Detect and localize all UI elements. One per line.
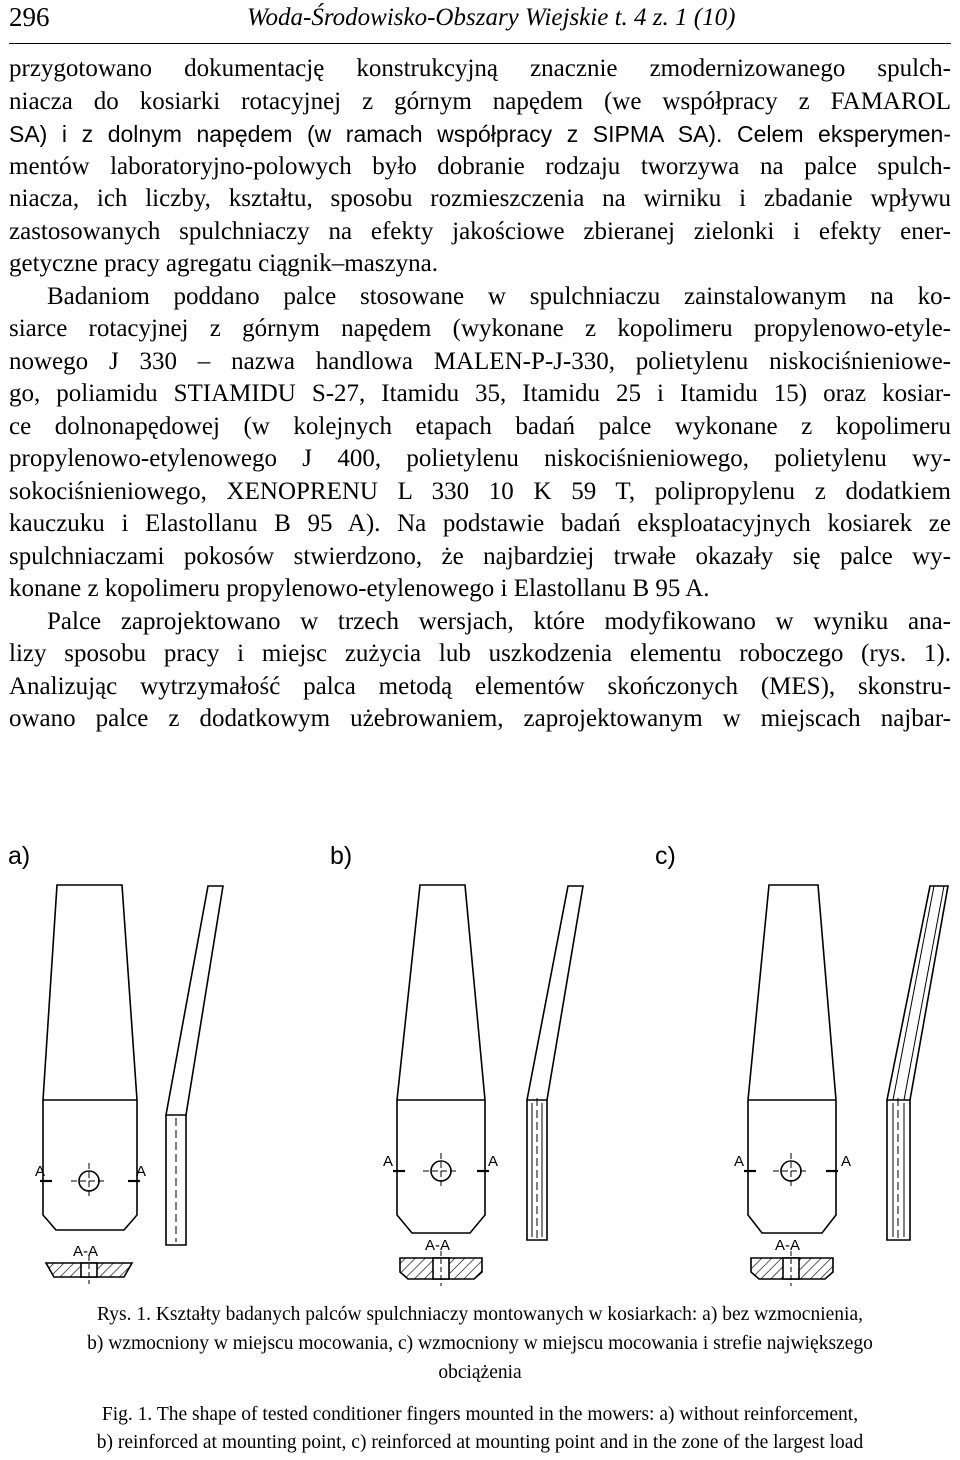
text-line: SA) i z dolnym napędem (w ramach współpracy z SIPMA SA). Celem eksperymen- xyxy=(9,121,951,147)
panel-label-a: a) xyxy=(8,842,31,870)
caption-pl-line-1: Rys. 1. Kształty badanych palców spulchniaczy montowanych w kosiarkach: a) bez wzmocnienia, xyxy=(97,1304,863,1325)
caption-en-line-1: Fig. 1. The shape of tested conditioner fingers mounted in the mowers: a) without reinforcement, xyxy=(101,1404,859,1425)
text-line: niacza do kosiarki rotacyjnej z górnym napędem (we współpracy z FAMAROL xyxy=(9,87,951,115)
text-line: lizy sposobu pracy i miejsc zużycia lub uszkodzenia elementu roboczego (rys. 1). xyxy=(9,640,951,667)
text-line: Palce zaprojektowano w trzech wersjach, które modyfikowano w wyniku ana- xyxy=(47,607,951,635)
text-line: Analizując wytrzymałość palca metodą elementów skończonych (MES), skonstru- xyxy=(9,672,951,700)
text-line: ce dolnonapędowej (w kolejnych etapach badań palce wykonane z kopolimeru xyxy=(9,412,951,440)
text-line: konane z kopolimeru propylenowo-etylenowego i Elastollanu B 95 A. xyxy=(9,575,710,602)
finger-front-view-a xyxy=(40,885,140,1230)
caption-pl-line-2: b) wzmocniony w miejscu mocowania, c) wzmocniony w miejscu mocowania i strefie największego xyxy=(87,1333,873,1354)
section-mark-c-right: A xyxy=(841,1153,852,1170)
section-mark-b-left: A xyxy=(383,1153,394,1170)
text-line: go, poliamidu STIAMIDU S-27, Itamidu 35, Itamidu 25 i Itamidu 15) oraz kosiar- xyxy=(9,380,951,407)
text-line: niacza, ich liczby, kształtu, sposobu rozmieszczenia na wirniku i zbadanie wpływu xyxy=(9,185,951,212)
finger-side-view-b xyxy=(527,886,583,1242)
text-line: mentów laboratoryjno-polowych było dobranie rodzaju tworzywa na palce spulch- xyxy=(9,152,951,180)
text-line: Badaniom poddano palce stosowane w spulchniaczu zainstalowanym na ko- xyxy=(47,282,951,310)
finger-front-view-c xyxy=(744,885,838,1233)
section-mark-c-left: A xyxy=(734,1153,745,1170)
section-title-c: A-A xyxy=(775,1237,801,1254)
text-line: getyczne pracy agregatu ciągnik–maszyna. xyxy=(9,250,438,277)
text-line: nowego J 330 – nazwa handlowa MALEN-P-J-330, polietylenu niskociśnieniowe- xyxy=(9,347,951,375)
finger-side-view-c xyxy=(887,886,948,1242)
text-line: owano palce z dodatkowym użebrowaniem, zaprojektowanym w miejscach najbar- xyxy=(9,705,951,732)
section-mark-a-right: A xyxy=(136,1163,147,1180)
section-view-a xyxy=(46,1256,132,1284)
text-line: spulchniaczami pokosów stwierdzono, że najbardziej trwałe okazały się palce wy- xyxy=(9,542,951,570)
caption-pl-line-3: obciążenia xyxy=(438,1362,522,1383)
journal-title: Woda-Środowisko-Obszary Wiejskie t. 4 z. 1 (10) xyxy=(247,4,736,31)
panel-label-b: b) xyxy=(330,842,353,870)
page-header xyxy=(9,2,951,42)
section-mark-a-left: A xyxy=(35,1163,46,1180)
header-rule xyxy=(9,43,951,44)
section-view-b xyxy=(400,1251,482,1286)
finger-shapes-figure xyxy=(0,828,960,1298)
text-line: zastosowanych spulchniaczy na efekty jakościowe zbieranej zielonki i efekty ener- xyxy=(9,217,951,245)
page-number: 296 xyxy=(9,2,50,32)
section-title-a: A-A xyxy=(73,1243,99,1260)
finger-front-view-b xyxy=(393,885,489,1233)
body-text xyxy=(9,53,951,736)
caption-en-line-2: b) reinforced at mounting point, c) reinforced at mounting point and in the zone of the largest load xyxy=(96,1432,864,1453)
text-line: sokociśnieniowego, XENOPRENU L 330 10 K 59 T, polipropylenu z dodatkiem xyxy=(9,477,951,505)
text-line: siarce rotacyjnej z górnym napędem (wykonane z kopolimeru propylenowo-etyle- xyxy=(9,315,951,342)
section-title-b: A-A xyxy=(425,1237,451,1254)
text-line: propylenowo-etylenowego J 400, polietylenu niskociśnieniowego, polietylenu wy- xyxy=(9,445,951,472)
section-mark-b-right: A xyxy=(488,1153,499,1170)
text-line: przygotowano dokumentację konstrukcyjną znacznie zmodernizowanego spulch- xyxy=(9,55,951,82)
text-line: kauczuku i Elastollanu B 95 A). Na podstawie badań eksploatacyjnych kosiarek ze xyxy=(9,510,951,537)
section-view-c xyxy=(751,1251,833,1286)
finger-side-view-a xyxy=(166,886,223,1245)
panel-label-c: c) xyxy=(655,842,676,870)
